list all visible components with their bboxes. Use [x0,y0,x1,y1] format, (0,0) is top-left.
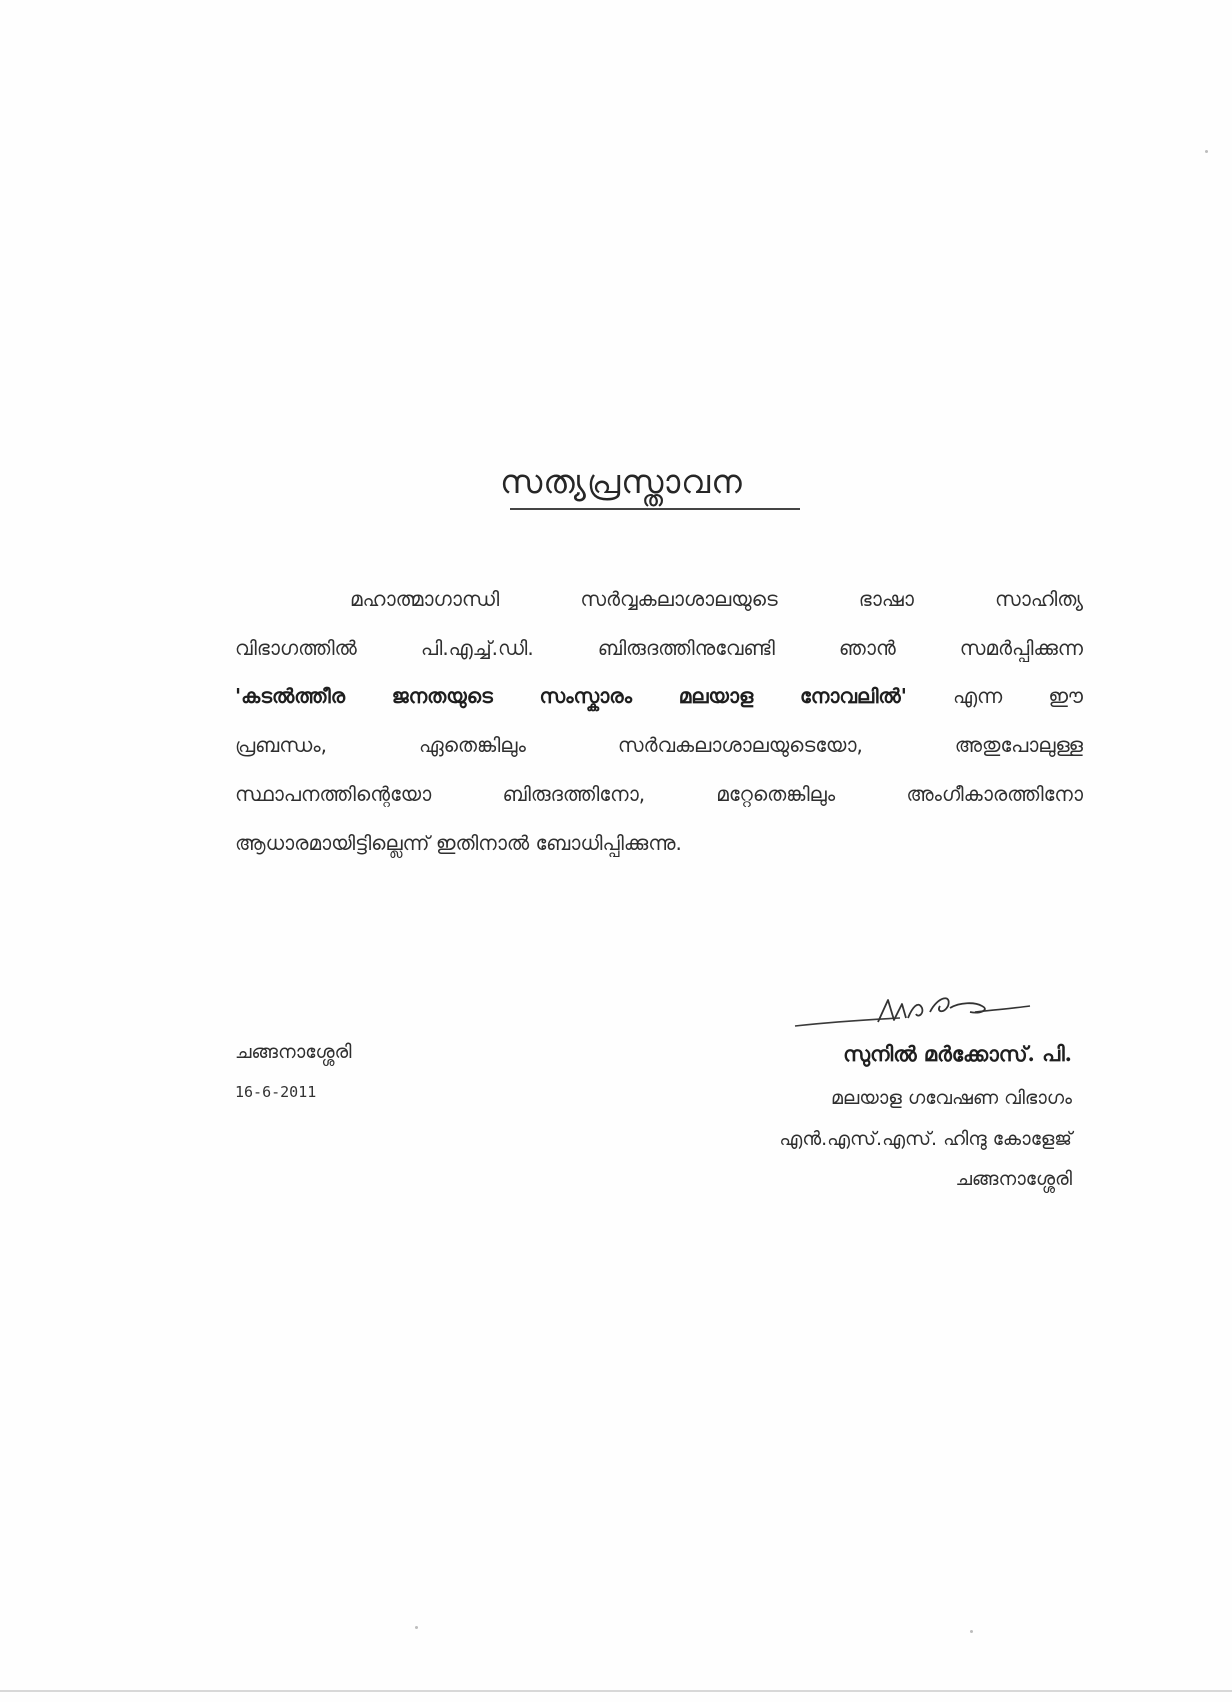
place-label: ചങ്ങനാശ്ശേരി [235,1041,352,1063]
thesis-title: 'കടൽത്തീര ജനതയുടെ സംസ്കാരം മലയാള നോവലിൽ' [235,684,907,708]
scan-speck [970,1630,973,1633]
title-underline [510,508,800,510]
scan-speck [415,1626,418,1629]
body-line-3-rest: എന്ന ഈ [906,684,1083,708]
scan-speck [1205,150,1208,153]
body-line-1: മഹാത്മാഗാന്ധി സർവ്വകലാശാലയുടെ ഭാഷാ സാഹിത്യ [350,587,1083,611]
body-line-2: വിഭാഗത്തിൽ പി.എച്ച്.ഡി. ബിരുദത്തിനുവേണ്ടി ഞാൻ സമർപ്പിക്കുന്ന [235,636,1083,660]
signatory-department: മലയാള ഗവേഷണ വിഭാഗം [831,1087,1072,1109]
handwritten-signature [790,978,1040,1038]
date-label: 16-6-2011 [235,1083,317,1101]
body-line-3 [235,684,1083,708]
signatory-place: ചങ്ങനാശ്ശേരി [955,1168,1072,1190]
document-title: സത്യപ്രസ്താവന [500,462,743,501]
signatory-college: എൻ.എസ്.എസ്. ഹിന്ദു കോളേജ് [779,1128,1072,1150]
body-line-6: ആധാരമായിട്ടില്ലെന്ന് ഇതിനാൽ ബോധിപ്പിക്കുന്നു. [235,831,682,855]
signatory-name: സുനിൽ മർക്കോസ്. പി. [843,1041,1072,1066]
body-line-4: പ്രബന്ധം, ഏതെങ്കിലും സർവകലാശാലയുടെയോ, അതുപോലുള്ള [235,733,1083,757]
scan-edge [0,1690,1232,1692]
body-line-5: സ്ഥാപനത്തിന്റെയോ ബിരുദത്തിനോ, മറ്റേതെങ്കിലും അംഗീകാരത്തിനോ [235,782,1083,806]
